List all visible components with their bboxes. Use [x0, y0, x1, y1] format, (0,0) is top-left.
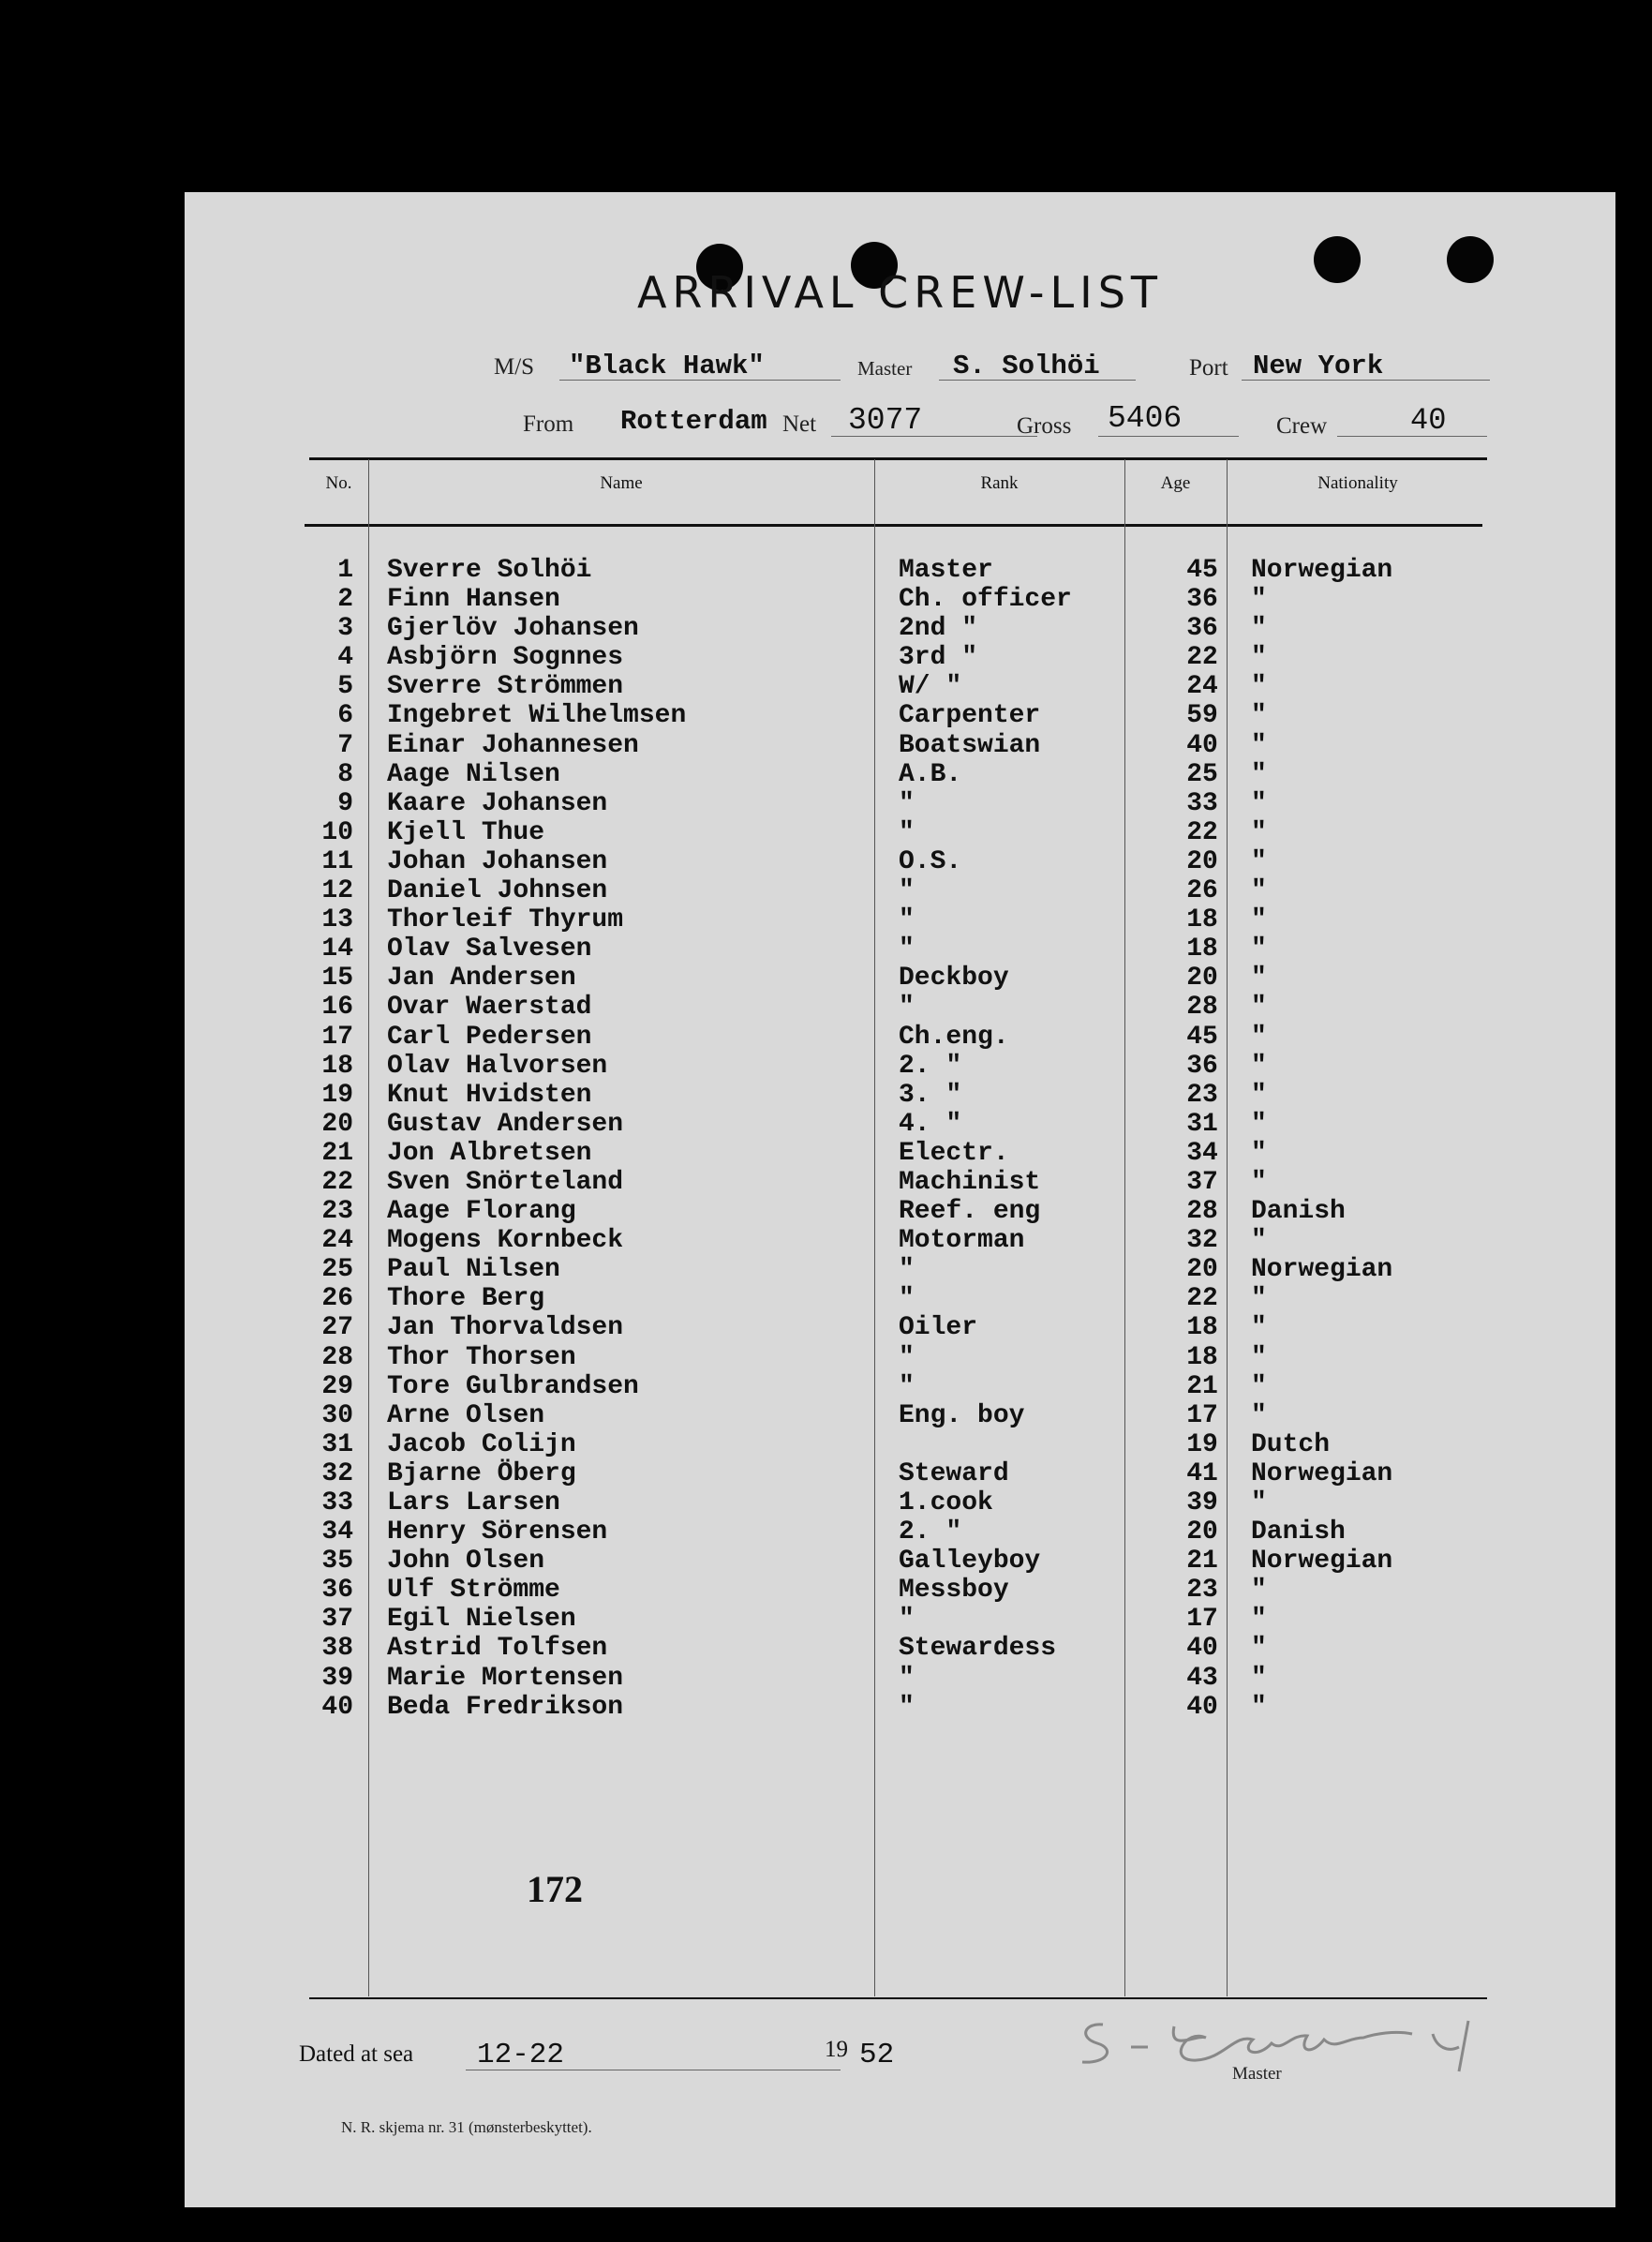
master-name: S. Solhöi [953, 351, 1100, 381]
crew-name: Paul Nilsen [387, 1255, 560, 1285]
crew-age: 40 [1186, 1634, 1218, 1664]
crew-number: 10 [321, 817, 353, 847]
crew-nationality: " [1251, 1226, 1267, 1256]
crew-rank: 2. " [899, 1517, 962, 1547]
crew-rank: 4. " [899, 1109, 962, 1139]
crew-number: 38 [321, 1634, 353, 1664]
crew-nationality: " [1251, 614, 1267, 644]
crew-nationality: " [1251, 1488, 1267, 1517]
crew-age: 40 [1186, 730, 1218, 760]
table-row [185, 1313, 1615, 1342]
crew-number: 3 [337, 614, 353, 644]
crew-number: 35 [321, 1547, 353, 1577]
crew-number: 27 [321, 1313, 353, 1343]
master-label: Master [857, 357, 913, 380]
crew-number: 18 [321, 1051, 353, 1081]
port-label: Port [1189, 355, 1228, 381]
crew-rank: Reef. eng [899, 1197, 1041, 1227]
crew-number: 8 [337, 759, 353, 789]
table-row [185, 847, 1615, 876]
crew-rank: " [899, 993, 915, 1023]
crew-rank: " [899, 817, 915, 847]
crew-number: 36 [321, 1576, 353, 1606]
page-number: 172 [527, 1868, 583, 1910]
crew-nationality: " [1251, 1313, 1267, 1343]
crew-rank: A.B. [899, 759, 962, 789]
crew-age: 26 [1186, 876, 1218, 906]
crew-number: 2 [337, 585, 353, 615]
crew-nationality: " [1251, 1109, 1267, 1139]
crew-number: 4 [337, 643, 353, 673]
crew-name: Knut Hvidsten [387, 1080, 592, 1110]
crew-rank: Ch. officer [899, 585, 1072, 615]
crew-age: 19 [1186, 1429, 1218, 1459]
crew-number: 24 [321, 1226, 353, 1256]
crew-age: 18 [1186, 934, 1218, 964]
table-row [185, 1693, 1615, 1722]
table-row [185, 614, 1615, 643]
table-row [185, 1372, 1615, 1401]
from-label: From [523, 411, 574, 437]
crew-age: 22 [1186, 643, 1218, 673]
crew-name: Einar Johannesen [387, 730, 639, 760]
table-row [185, 1459, 1615, 1488]
crew-number: 15 [321, 964, 353, 994]
crew-name: Thore Berg [387, 1284, 545, 1314]
net-label: Net [782, 411, 817, 437]
net-value: 3077 [848, 403, 923, 438]
table-row [185, 1139, 1615, 1168]
table-row [185, 585, 1615, 614]
crew-nationality: " [1251, 672, 1267, 702]
crew-rank: Steward [899, 1458, 1009, 1488]
crew-nationality: " [1251, 1605, 1267, 1635]
master-signature-label: Master [1232, 2064, 1282, 2084]
crew-name: Aage Nilsen [387, 759, 560, 789]
crew-rank: Electr. [899, 1138, 1009, 1168]
crew-age: 23 [1186, 1576, 1218, 1606]
crew-number: 25 [321, 1255, 353, 1285]
table-row [185, 1052, 1615, 1081]
crew-rank: 3. " [899, 1080, 962, 1110]
crew-nationality: " [1251, 905, 1267, 935]
col-header-name: Name [600, 473, 643, 493]
table-row [185, 1401, 1615, 1430]
crew-nationality: Norwegian [1251, 1255, 1393, 1285]
crew-name: Jon Albretsen [387, 1138, 592, 1168]
col-header-rank: Rank [980, 473, 1019, 493]
document-title: ARRIVAL CREW-LIST [636, 267, 1164, 318]
crew-name: Thorleif Thyrum [387, 905, 624, 935]
table-bottom-rule [309, 1997, 1487, 1999]
header-bottom-rule [305, 524, 1482, 527]
crew-number: 23 [321, 1197, 353, 1227]
crew-nationality: " [1251, 846, 1267, 876]
crew-name: Tore Gulbrandsen [387, 1371, 639, 1401]
crew-rank: Galleyboy [899, 1547, 1041, 1577]
crew-number: 20 [321, 1109, 353, 1139]
master-signature-icon [1065, 2006, 1506, 2081]
crew-age: 45 [1186, 1022, 1218, 1052]
crew-table-body [185, 556, 1615, 1722]
crew-nationality: " [1251, 1692, 1267, 1722]
crew-nationality: " [1251, 1634, 1267, 1664]
crew-name: Daniel Johnsen [387, 876, 608, 906]
ship-name: "Black Hawk" [569, 351, 765, 381]
crew-rank: Oiler [899, 1313, 978, 1343]
port-value: New York [1253, 351, 1384, 381]
table-row [185, 1343, 1615, 1372]
crew-nationality: " [1251, 993, 1267, 1023]
crew-age: 17 [1186, 1400, 1218, 1430]
crew-age: 36 [1186, 585, 1218, 615]
crew-rank: " [899, 1284, 915, 1314]
crew-number: 17 [321, 1022, 353, 1052]
table-row [185, 731, 1615, 760]
crew-name: Mogens Kornbeck [387, 1226, 624, 1256]
crew-rank: Messboy [899, 1576, 1009, 1606]
crew-name: Carl Pedersen [387, 1022, 592, 1052]
crew-number: 14 [321, 934, 353, 964]
crew-number: 37 [321, 1605, 353, 1635]
table-row [185, 643, 1615, 672]
crew-age: 31 [1186, 1109, 1218, 1139]
crew-name: Arne Olsen [387, 1400, 545, 1430]
crew-nationality: " [1251, 759, 1267, 789]
crew-nationality: Norwegian [1251, 1458, 1393, 1488]
crew-name: Marie Mortensen [387, 1663, 624, 1693]
crew-age: 36 [1186, 614, 1218, 644]
crew-number: 7 [337, 730, 353, 760]
crew-number: 40 [321, 1692, 353, 1722]
crew-nationality: Norwegian [1251, 556, 1393, 585]
crew-nationality: " [1251, 585, 1267, 615]
crew-rank: " [899, 934, 915, 964]
crew-nationality: " [1251, 964, 1267, 994]
crew-name: Bjarne Öberg [387, 1458, 576, 1488]
crew-rank: " [899, 1663, 915, 1693]
table-row [185, 1284, 1615, 1313]
crew-name: Henry Sörensen [387, 1517, 608, 1547]
crew-nationality: " [1251, 1663, 1267, 1693]
crew-nationality: " [1251, 1167, 1267, 1197]
crew-nationality: " [1251, 934, 1267, 964]
crew-rank: Stewardess [899, 1634, 1057, 1664]
crew-name: Ingebret Wilhelmsen [387, 701, 687, 731]
date-value: 12-22 [477, 2039, 565, 2071]
crew-name: Jan Thorvaldsen [387, 1313, 624, 1343]
crew-age: 37 [1186, 1167, 1218, 1197]
crew-rank: Master [899, 556, 993, 585]
table-row [185, 1576, 1615, 1605]
crew-nationality: Dutch [1251, 1429, 1331, 1459]
crew-rank: " [899, 876, 915, 906]
col-header-age: Age [1160, 473, 1191, 493]
crew-age: 40 [1186, 1692, 1218, 1722]
crew-name: Jacob Colijn [387, 1429, 576, 1459]
crew-number: 1 [337, 556, 353, 585]
table-row [185, 1664, 1615, 1693]
crew-age: 18 [1186, 1313, 1218, 1343]
year-prefix: 19 [825, 2037, 848, 2062]
crew-rank: Motorman [899, 1226, 1025, 1256]
table-row [185, 1517, 1615, 1547]
crew-rank: " [899, 1605, 915, 1635]
crew-name: Egil Nielsen [387, 1605, 576, 1635]
crew-rank: " [899, 1692, 915, 1722]
table-row [185, 1110, 1615, 1139]
crew-name: Gustav Andersen [387, 1109, 624, 1139]
table-row [185, 905, 1615, 934]
crew-age: 28 [1186, 1197, 1218, 1227]
crew-nationality: " [1251, 1576, 1267, 1606]
crew-number: 11 [321, 846, 353, 876]
crew-number: 32 [321, 1458, 353, 1488]
crew-name: Johan Johansen [387, 846, 608, 876]
crew-name: Kaare Johansen [387, 788, 608, 818]
col-header-no: No. [325, 473, 352, 493]
crew-rank: Deckboy [899, 964, 1009, 994]
crew-name: Kjell Thue [387, 817, 545, 847]
crew-rank: 1.cook [899, 1488, 993, 1517]
crew-age: 20 [1186, 964, 1218, 994]
table-row [185, 1547, 1615, 1576]
crew-number: 28 [321, 1342, 353, 1372]
table-row [185, 876, 1615, 905]
crew-rank: Carpenter [899, 701, 1041, 731]
crew-number: 13 [321, 905, 353, 935]
crew-rank: " [899, 1342, 915, 1372]
crew-rank: O.S. [899, 846, 962, 876]
crew-nationality: " [1251, 1022, 1267, 1052]
crew-value: 40 [1410, 403, 1447, 438]
crew-rank: " [899, 1255, 915, 1285]
crew-name: Sven Snörteland [387, 1167, 624, 1197]
gross-label: Gross [1017, 413, 1072, 439]
crew-age: 18 [1186, 1342, 1218, 1372]
crew-rank: W/ " [899, 672, 962, 702]
crew-age: 22 [1186, 1284, 1218, 1314]
ship-label: M/S [494, 354, 535, 380]
table-row [185, 556, 1615, 585]
crew-number: 9 [337, 788, 353, 818]
crew-number: 31 [321, 1429, 353, 1459]
crew-name: Sverre Strömmen [387, 672, 624, 702]
col-header-nationality: Nationality [1317, 473, 1398, 493]
crew-nationality: " [1251, 1371, 1267, 1401]
crew-rank: " [899, 1371, 915, 1401]
crew-nationality: Norwegian [1251, 1547, 1393, 1577]
gross-value: 5406 [1108, 401, 1183, 436]
crew-age: 21 [1186, 1371, 1218, 1401]
crew-nationality: " [1251, 1051, 1267, 1081]
crew-nationality: " [1251, 701, 1267, 731]
crew-name: Asbjörn Sognnes [387, 643, 624, 673]
crew-nationality: " [1251, 817, 1267, 847]
crew-nationality: " [1251, 1284, 1267, 1314]
crew-nationality: " [1251, 1400, 1267, 1430]
crew-number: 34 [321, 1517, 353, 1547]
form-reference: N. R. skjema nr. 31 (mønsterbeskyttet). [341, 2118, 592, 2136]
table-row [185, 1634, 1615, 1663]
from-value: Rotterdam [620, 406, 767, 437]
crew-name: Astrid Tolfsen [387, 1634, 608, 1664]
crew-age: 45 [1186, 556, 1218, 585]
crew-age: 36 [1186, 1051, 1218, 1081]
crew-number: 5 [337, 672, 353, 702]
crew-nationality: Danish [1251, 1197, 1346, 1227]
crew-rank: " [899, 788, 915, 818]
table-row [185, 1226, 1615, 1255]
crew-number: 16 [321, 993, 353, 1023]
crew-age: 28 [1186, 993, 1218, 1023]
crew-age: 43 [1186, 1663, 1218, 1693]
crew-name: Gjerlöv Johansen [387, 614, 639, 644]
year-suffix: 52 [859, 2039, 895, 2071]
crew-rank: Ch.eng. [899, 1022, 1009, 1052]
crew-nationality: " [1251, 876, 1267, 906]
crew-age: 41 [1186, 1458, 1218, 1488]
table-row [185, 789, 1615, 818]
table-row [185, 964, 1615, 993]
crew-name: Olav Salvesen [387, 934, 592, 964]
crew-age: 24 [1186, 672, 1218, 702]
table-row [185, 818, 1615, 847]
crew-number: 12 [321, 876, 353, 906]
crew-name: Lars Larsen [387, 1488, 560, 1517]
crew-name: Jan Andersen [387, 964, 576, 994]
crew-label: Crew [1276, 413, 1328, 439]
crew-rank: 2nd " [899, 614, 978, 644]
table-row [185, 701, 1615, 730]
crew-age: 20 [1186, 1255, 1218, 1285]
crew-nationality: " [1251, 730, 1267, 760]
table-row [185, 1605, 1615, 1634]
crew-age: 17 [1186, 1605, 1218, 1635]
crew-name: Ulf Strömme [387, 1576, 560, 1606]
crew-age: 21 [1186, 1547, 1218, 1577]
crew-number: 22 [321, 1167, 353, 1197]
crew-rank: 2. " [899, 1051, 962, 1081]
crew-rank: Machinist [899, 1167, 1041, 1197]
crew-rank: 3rd " [899, 643, 978, 673]
crew-age: 33 [1186, 788, 1218, 818]
table-row [185, 672, 1615, 701]
dated-label: Dated at sea [299, 2041, 414, 2067]
table-row [185, 1023, 1615, 1052]
crew-nationality: Danish [1251, 1517, 1346, 1547]
crew-number: 30 [321, 1400, 353, 1430]
crew-age: 59 [1186, 701, 1218, 731]
crew-name: Finn Hansen [387, 585, 560, 615]
crew-name: Olav Halvorsen [387, 1051, 608, 1081]
crew-nationality: " [1251, 1138, 1267, 1168]
crew-number: 21 [321, 1138, 353, 1168]
table-row [185, 1081, 1615, 1110]
crew-age: 34 [1186, 1138, 1218, 1168]
crew-age: 20 [1186, 1517, 1218, 1547]
table-row [185, 1197, 1615, 1226]
crew-name: Aage Florang [387, 1197, 576, 1227]
crew-list-document [185, 192, 1615, 2207]
table-row [185, 1488, 1615, 1517]
crew-nationality: " [1251, 788, 1267, 818]
crew-number: 19 [321, 1080, 353, 1110]
crew-rank: Boatswian [899, 730, 1041, 760]
crew-name: Sverre Solhöi [387, 556, 592, 585]
crew-age: 39 [1186, 1488, 1218, 1517]
crew-age: 22 [1186, 817, 1218, 847]
crew-nationality: " [1251, 643, 1267, 673]
crew-name: Thor Thorsen [387, 1342, 576, 1372]
crew-nationality: " [1251, 1080, 1267, 1110]
crew-age: 20 [1186, 846, 1218, 876]
crew-age: 23 [1186, 1080, 1218, 1110]
crew-name: John Olsen [387, 1547, 545, 1577]
table-top-rule [309, 457, 1487, 460]
table-row [185, 934, 1615, 964]
crew-number: 33 [321, 1488, 353, 1517]
crew-rank: Eng. boy [899, 1400, 1025, 1430]
crew-number: 6 [337, 701, 353, 731]
crew-age: 32 [1186, 1226, 1218, 1256]
crew-rank: " [899, 905, 915, 935]
table-row [185, 993, 1615, 1022]
crew-name: Ovar Waerstad [387, 993, 592, 1023]
crew-name: Beda Fredrikson [387, 1692, 624, 1722]
crew-number: 29 [321, 1371, 353, 1401]
table-row [185, 1255, 1615, 1284]
table-row [185, 760, 1615, 789]
crew-number: 39 [321, 1663, 353, 1693]
crew-number: 26 [321, 1284, 353, 1314]
crew-nationality: " [1251, 1342, 1267, 1372]
table-row [185, 1168, 1615, 1197]
crew-age: 25 [1186, 759, 1218, 789]
table-row [185, 1430, 1615, 1459]
crew-age: 18 [1186, 905, 1218, 935]
